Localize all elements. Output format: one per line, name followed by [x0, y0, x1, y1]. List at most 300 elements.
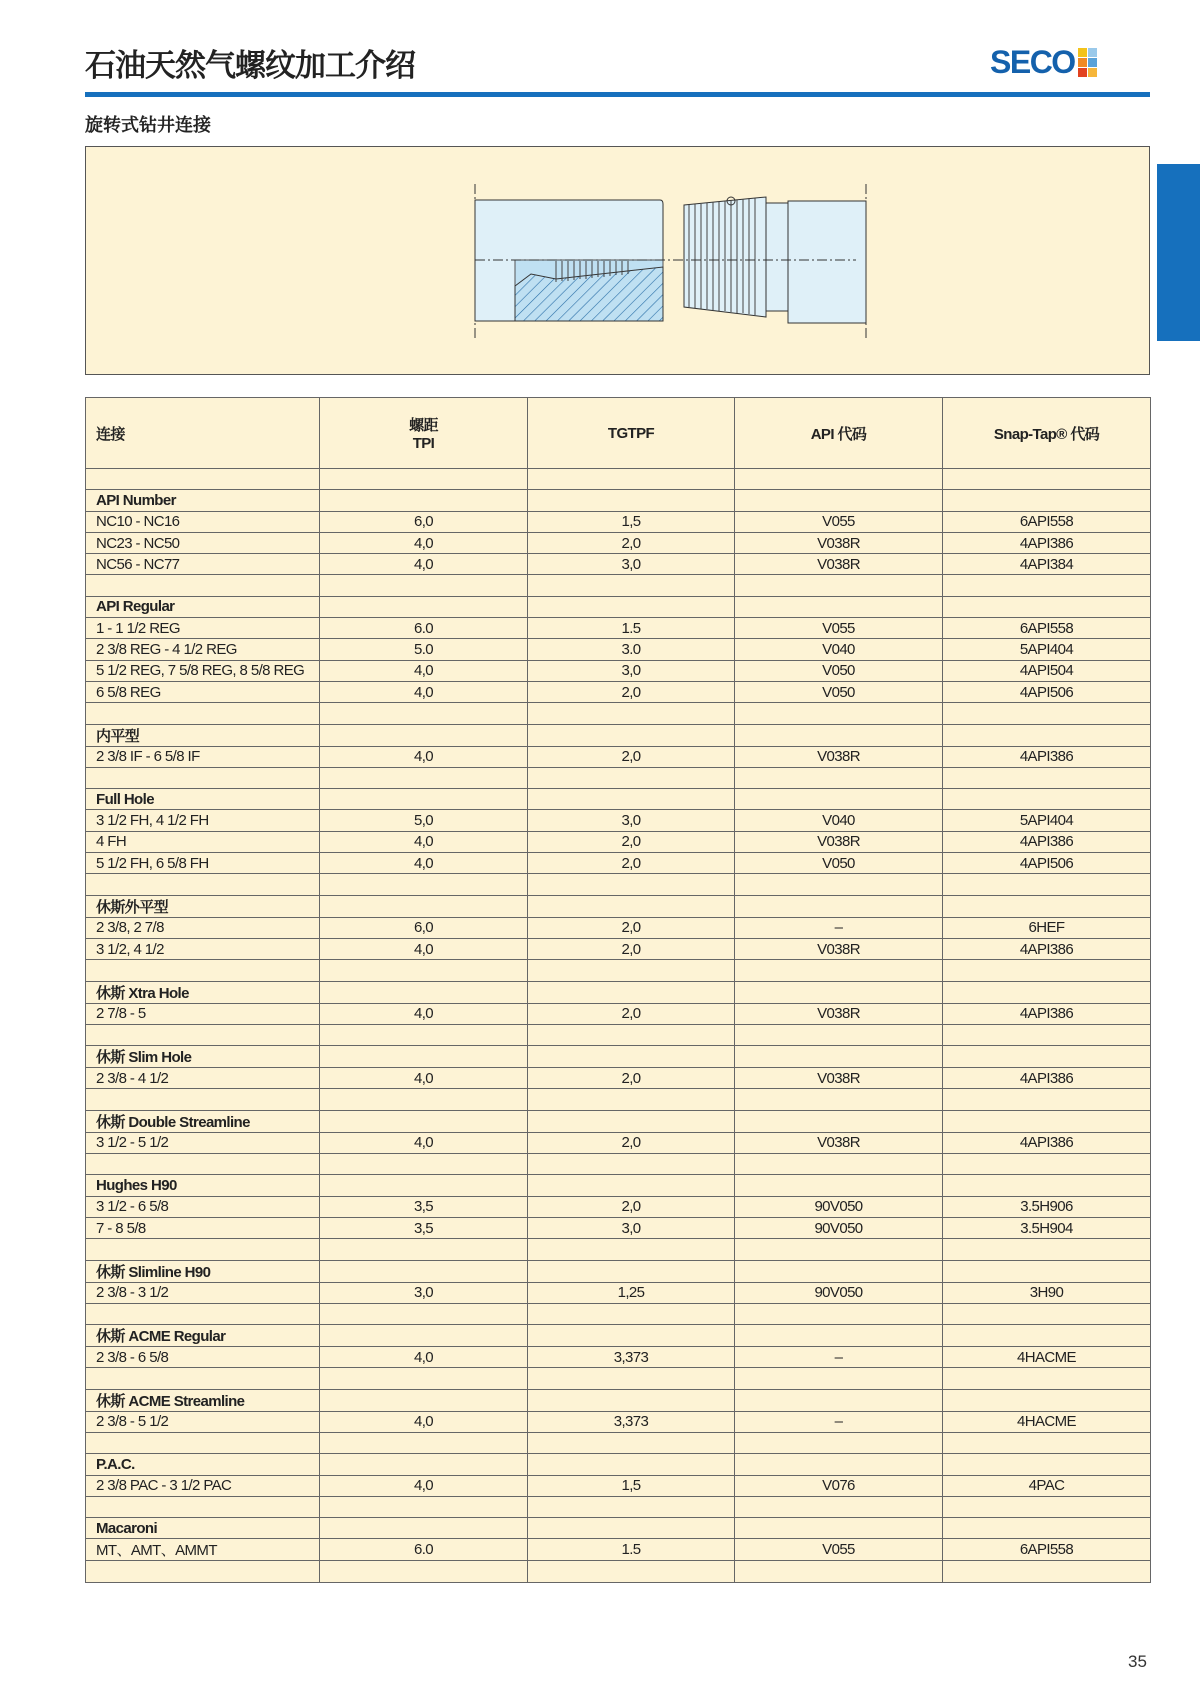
table-row	[86, 1475, 1151, 1496]
spacer-row	[86, 874, 1151, 895]
empty-cell	[943, 1154, 1151, 1175]
empty-cell	[320, 1260, 528, 1282]
cell-api-code: –	[735, 917, 943, 938]
empty-cell	[320, 1239, 528, 1260]
empty-cell	[528, 1239, 735, 1260]
cell-snap-tap-code: 4API386	[943, 746, 1151, 767]
empty-cell	[528, 1432, 735, 1453]
empty-cell	[735, 1496, 943, 1517]
cell-tpi: 4,0	[320, 1132, 528, 1153]
cell-api-code: V076	[735, 1475, 943, 1496]
cell-api-code: V055	[735, 511, 943, 532]
spacer-row	[86, 1154, 1151, 1175]
cell-snap-tap-code: 3.5H904	[943, 1217, 1151, 1238]
empty-cell	[528, 596, 735, 617]
empty-cell	[943, 703, 1151, 724]
empty-cell	[86, 469, 320, 490]
empty-cell	[320, 490, 528, 511]
empty-cell	[735, 1368, 943, 1389]
table-row	[86, 1347, 1151, 1368]
cell-api-code: V050	[735, 681, 943, 702]
cell-connection: 1 - 1 1/2 REG	[86, 618, 320, 639]
group-header-row	[86, 1046, 1151, 1068]
empty-cell	[943, 1561, 1151, 1582]
empty-cell	[86, 1432, 320, 1453]
cell-snap-tap-code: 4HACME	[943, 1347, 1151, 1368]
empty-cell	[943, 1303, 1151, 1324]
empty-cell	[943, 1325, 1151, 1347]
empty-cell	[528, 1368, 735, 1389]
cell-snap-tap-code: 6HEF	[943, 917, 1151, 938]
table-header-row	[86, 398, 1151, 469]
cell-api-code: V038R	[735, 1068, 943, 1089]
empty-cell	[528, 981, 735, 1003]
group-name: Hughes H90	[86, 1175, 320, 1196]
header-divider	[85, 92, 1150, 97]
empty-cell	[528, 789, 735, 810]
cell-connection: 3 1/2, 4 1/2	[86, 938, 320, 959]
empty-cell	[943, 960, 1151, 981]
cell-snap-tap-code: 6API558	[943, 511, 1151, 532]
empty-cell	[735, 895, 943, 917]
cell-snap-tap-code: 4API386	[943, 938, 1151, 959]
cell-connection: 4 FH	[86, 831, 320, 852]
header-api-code: API 代码	[735, 398, 943, 469]
empty-cell	[86, 1239, 320, 1260]
cell-snap-tap-code: 5API404	[943, 810, 1151, 831]
empty-cell	[528, 1389, 735, 1411]
group-header-row	[86, 1454, 1151, 1475]
group-name: 休斯 Slimline H90	[86, 1260, 320, 1282]
table-row	[86, 1068, 1151, 1089]
empty-cell	[528, 1303, 735, 1324]
cell-connection: NC10 - NC16	[86, 511, 320, 532]
table-row	[86, 1003, 1151, 1024]
cell-snap-tap-code: 4API506	[943, 681, 1151, 702]
empty-cell	[943, 1389, 1151, 1411]
empty-cell	[86, 1089, 320, 1110]
empty-cell	[528, 703, 735, 724]
group-header-row	[86, 724, 1151, 746]
empty-cell	[86, 1496, 320, 1517]
table-row	[86, 831, 1151, 852]
cell-tgtpf: 2,0	[528, 1132, 735, 1153]
cell-snap-tap-code: 6API558	[943, 618, 1151, 639]
group-header-row	[86, 1175, 1151, 1196]
empty-cell	[735, 1454, 943, 1475]
empty-cell	[943, 1432, 1151, 1453]
cell-tpi: 4,0	[320, 1068, 528, 1089]
empty-cell	[735, 703, 943, 724]
cell-snap-tap-code: 4API506	[943, 853, 1151, 874]
empty-cell	[735, 575, 943, 596]
empty-cell	[943, 1110, 1151, 1132]
empty-cell	[528, 1046, 735, 1068]
spacer-row	[86, 703, 1151, 724]
cell-tpi: 4,0	[320, 853, 528, 874]
group-name: 休斯 Double Streamline	[86, 1110, 320, 1132]
empty-cell	[320, 1325, 528, 1347]
empty-cell	[528, 1454, 735, 1475]
group-name: Full Hole	[86, 789, 320, 810]
cell-connection: 3 1/2 - 6 5/8	[86, 1196, 320, 1217]
table-row	[86, 938, 1151, 959]
empty-cell	[320, 1496, 528, 1517]
cell-tpi: 4,0	[320, 532, 528, 553]
cell-tgtpf: 2,0	[528, 532, 735, 553]
empty-cell	[528, 960, 735, 981]
cell-snap-tap-code: 4API504	[943, 660, 1151, 681]
header-tpi-label: TPI	[412, 435, 435, 452]
cell-connection: 3 1/2 FH, 4 1/2 FH	[86, 810, 320, 831]
empty-cell	[735, 1518, 943, 1539]
empty-cell	[528, 1260, 735, 1282]
cell-connection: 2 3/8, 2 7/8	[86, 917, 320, 938]
empty-cell	[735, 1260, 943, 1282]
empty-cell	[735, 1303, 943, 1324]
page-number: 35	[1128, 1652, 1147, 1671]
spacer-row	[86, 1303, 1151, 1324]
cell-tpi: 5.0	[320, 639, 528, 660]
cell-api-code: V050	[735, 853, 943, 874]
header-snap-tap-code: Snap-Tap® 代码	[943, 398, 1151, 469]
group-name: 休斯 Slim Hole	[86, 1046, 320, 1068]
cell-api-code: V038R	[735, 831, 943, 852]
empty-cell	[320, 1518, 528, 1539]
cell-connection: 2 3/8 - 5 1/2	[86, 1411, 320, 1432]
logo-mark-icon	[1078, 48, 1097, 77]
empty-cell	[320, 703, 528, 724]
empty-cell	[528, 1089, 735, 1110]
header-tpi	[320, 398, 528, 469]
empty-cell	[320, 1561, 528, 1582]
empty-cell	[320, 960, 528, 981]
empty-cell	[528, 1110, 735, 1132]
table-row	[86, 532, 1151, 553]
group-name: 内平型	[86, 724, 320, 746]
cell-snap-tap-code: 4API384	[943, 554, 1151, 575]
empty-cell	[735, 1561, 943, 1582]
spacer-row	[86, 575, 1151, 596]
group-header-row	[86, 1260, 1151, 1282]
table-row	[86, 853, 1151, 874]
cell-api-code: –	[735, 1347, 943, 1368]
table-row	[86, 681, 1151, 702]
empty-cell	[528, 469, 735, 490]
cell-api-code: V038R	[735, 532, 943, 553]
empty-cell	[320, 1024, 528, 1045]
table-row	[86, 660, 1151, 681]
empty-cell	[528, 1154, 735, 1175]
cell-tgtpf: 1.5	[528, 618, 735, 639]
cell-tpi: 4,0	[320, 831, 528, 852]
empty-cell	[735, 767, 943, 788]
empty-cell	[320, 1175, 528, 1196]
cell-connection: NC23 - NC50	[86, 532, 320, 553]
cell-tgtpf: 2,0	[528, 1003, 735, 1024]
cell-snap-tap-code: 5API404	[943, 639, 1151, 660]
empty-cell	[735, 469, 943, 490]
empty-cell	[735, 1175, 943, 1196]
empty-cell	[528, 874, 735, 895]
cell-snap-tap-code: 4PAC	[943, 1475, 1151, 1496]
cell-tgtpf: 1,25	[528, 1282, 735, 1303]
empty-cell	[86, 1154, 320, 1175]
spacer-row	[86, 1368, 1151, 1389]
group-header-row	[86, 490, 1151, 511]
cell-snap-tap-code: 6API558	[943, 1539, 1151, 1561]
empty-cell	[86, 575, 320, 596]
empty-cell	[735, 490, 943, 511]
table-row	[86, 1282, 1151, 1303]
empty-cell	[86, 1368, 320, 1389]
empty-cell	[735, 874, 943, 895]
cell-api-code: V038R	[735, 1132, 943, 1153]
table-row	[86, 810, 1151, 831]
group-header-row	[86, 789, 1151, 810]
cell-tpi: 3,0	[320, 1282, 528, 1303]
empty-cell	[528, 1561, 735, 1582]
table-row	[86, 1132, 1151, 1153]
empty-cell	[320, 1046, 528, 1068]
cell-api-code: V038R	[735, 746, 943, 767]
group-name: P.A.C.	[86, 1454, 320, 1475]
cell-tgtpf: 3,0	[528, 1217, 735, 1238]
cell-tpi: 4,0	[320, 681, 528, 702]
connections-table	[85, 397, 1151, 1583]
cell-connection: 3 1/2 - 5 1/2	[86, 1132, 320, 1153]
group-header-row	[86, 1518, 1151, 1539]
empty-cell	[528, 724, 735, 746]
empty-cell	[528, 575, 735, 596]
group-header-row	[86, 1110, 1151, 1132]
empty-cell	[86, 767, 320, 788]
header-tgtpf: TGTPF	[528, 398, 735, 469]
cell-api-code: V038R	[735, 554, 943, 575]
spacer-row	[86, 1496, 1151, 1517]
cell-snap-tap-code: 4API386	[943, 1132, 1151, 1153]
empty-cell	[943, 1496, 1151, 1517]
cell-tpi: 6.0	[320, 1539, 528, 1561]
group-name: API Regular	[86, 596, 320, 617]
empty-cell	[735, 1239, 943, 1260]
cell-api-code: V050	[735, 660, 943, 681]
cell-tpi: 4,0	[320, 660, 528, 681]
cell-tgtpf: 2,0	[528, 831, 735, 852]
header-pitch-label: 螺距	[409, 417, 438, 434]
empty-cell	[735, 1325, 943, 1347]
spacer-row	[86, 1089, 1151, 1110]
cell-api-code: V038R	[735, 938, 943, 959]
cell-connection: MT、AMT、AMMT	[86, 1539, 320, 1561]
empty-cell	[86, 1561, 320, 1582]
header-connection: 连接	[86, 398, 320, 469]
group-header-row	[86, 895, 1151, 917]
group-name: API Number	[86, 490, 320, 511]
cell-connection: 2 3/8 PAC - 3 1/2 PAC	[86, 1475, 320, 1496]
group-header-row	[86, 1325, 1151, 1347]
empty-cell	[735, 724, 943, 746]
empty-cell	[528, 1496, 735, 1517]
empty-cell	[943, 1024, 1151, 1045]
cell-api-code: 90V050	[735, 1196, 943, 1217]
cell-tgtpf: 3,0	[528, 554, 735, 575]
cell-snap-tap-code: 4API386	[943, 831, 1151, 852]
cell-snap-tap-code: 4API386	[943, 532, 1151, 553]
cell-snap-tap-code: 3H90	[943, 1282, 1151, 1303]
empty-cell	[735, 960, 943, 981]
empty-cell	[943, 789, 1151, 810]
cell-tpi: 5,0	[320, 810, 528, 831]
empty-cell	[528, 490, 735, 511]
table-row	[86, 618, 1151, 639]
empty-cell	[320, 895, 528, 917]
table-row	[86, 917, 1151, 938]
cell-tgtpf: 1,5	[528, 511, 735, 532]
cell-tgtpf: 2,0	[528, 938, 735, 959]
group-name: Macaroni	[86, 1518, 320, 1539]
cell-tgtpf: 3,373	[528, 1347, 735, 1368]
table-row	[86, 1196, 1151, 1217]
cell-tpi: 4,0	[320, 938, 528, 959]
empty-cell	[528, 1175, 735, 1196]
cell-snap-tap-code: 4HACME	[943, 1411, 1151, 1432]
table-row	[86, 554, 1151, 575]
empty-cell	[943, 1239, 1151, 1260]
spacer-row	[86, 960, 1151, 981]
cell-connection: 5 1/2 REG, 7 5/8 REG, 8 5/8 REG	[86, 660, 320, 681]
empty-cell	[735, 1046, 943, 1068]
cell-api-code: V040	[735, 810, 943, 831]
empty-cell	[943, 575, 1151, 596]
cell-tgtpf: 1,5	[528, 1475, 735, 1496]
cell-tgtpf: 3,0	[528, 660, 735, 681]
cell-api-code: –	[735, 1411, 943, 1432]
cell-api-code: 90V050	[735, 1217, 943, 1238]
cell-tgtpf: 2,0	[528, 746, 735, 767]
empty-cell	[320, 767, 528, 788]
group-name: 休斯 Xtra Hole	[86, 981, 320, 1003]
empty-cell	[86, 874, 320, 895]
cell-tpi: 4,0	[320, 1475, 528, 1496]
empty-cell	[943, 469, 1151, 490]
table-row	[86, 511, 1151, 532]
spacer-row	[86, 1024, 1151, 1045]
empty-cell	[320, 1303, 528, 1324]
cell-tgtpf: 2,0	[528, 1196, 735, 1217]
empty-cell	[320, 1454, 528, 1475]
empty-cell	[320, 724, 528, 746]
empty-cell	[943, 895, 1151, 917]
group-name: 休斯外平型	[86, 895, 320, 917]
empty-cell	[320, 789, 528, 810]
cell-tgtpf: 2,0	[528, 853, 735, 874]
empty-cell	[735, 1432, 943, 1453]
spacer-row	[86, 767, 1151, 788]
empty-cell	[943, 724, 1151, 746]
empty-cell	[943, 596, 1151, 617]
spacer-row	[86, 1239, 1151, 1260]
cell-connection: 7 - 8 5/8	[86, 1217, 320, 1238]
empty-cell	[528, 1024, 735, 1045]
table-row	[86, 1217, 1151, 1238]
empty-cell	[320, 1432, 528, 1453]
group-name: 休斯 ACME Regular	[86, 1325, 320, 1347]
empty-cell	[943, 767, 1151, 788]
empty-cell	[528, 767, 735, 788]
cell-tgtpf: 1.5	[528, 1539, 735, 1561]
group-header-row	[86, 1389, 1151, 1411]
table-row	[86, 746, 1151, 767]
cell-connection: 2 3/8 REG - 4 1/2 REG	[86, 639, 320, 660]
empty-cell	[86, 703, 320, 724]
empty-cell	[735, 1089, 943, 1110]
empty-cell	[735, 1110, 943, 1132]
cell-api-code: V055	[735, 1539, 943, 1561]
empty-cell	[320, 981, 528, 1003]
cell-connection: 2 3/8 IF - 6 5/8 IF	[86, 746, 320, 767]
empty-cell	[943, 1260, 1151, 1282]
cell-tpi: 6,0	[320, 511, 528, 532]
empty-cell	[320, 575, 528, 596]
cell-api-code: 90V050	[735, 1282, 943, 1303]
group-header-row	[86, 596, 1151, 617]
empty-cell	[735, 1024, 943, 1045]
cell-connection: 6 5/8 REG	[86, 681, 320, 702]
empty-cell	[735, 981, 943, 1003]
cell-tgtpf: 2,0	[528, 681, 735, 702]
empty-cell	[528, 1325, 735, 1347]
cell-tpi: 6,0	[320, 917, 528, 938]
cell-api-code: V038R	[735, 1003, 943, 1024]
empty-cell	[320, 469, 528, 490]
empty-cell	[86, 960, 320, 981]
empty-cell	[943, 1454, 1151, 1475]
empty-cell	[320, 1154, 528, 1175]
cell-snap-tap-code: 4API386	[943, 1068, 1151, 1089]
spacer-row	[86, 1432, 1151, 1453]
cell-tpi: 3,5	[320, 1196, 528, 1217]
cell-connection: 2 3/8 - 3 1/2	[86, 1282, 320, 1303]
cell-tgtpf: 2,0	[528, 917, 735, 938]
empty-cell	[943, 1518, 1151, 1539]
group-header-row	[86, 981, 1151, 1003]
table-row	[86, 1539, 1151, 1561]
empty-cell	[320, 1389, 528, 1411]
empty-cell	[735, 1389, 943, 1411]
cell-tgtpf: 2,0	[528, 1068, 735, 1089]
section-subtitle: 旋转式钻井连接	[85, 115, 211, 136]
empty-cell	[943, 981, 1151, 1003]
empty-cell	[943, 1046, 1151, 1068]
cell-connection: 2 7/8 - 5	[86, 1003, 320, 1024]
page-title: 石油天然气螺纹加工介绍	[85, 48, 415, 84]
empty-cell	[320, 1368, 528, 1389]
empty-cell	[943, 1089, 1151, 1110]
spacer-row	[86, 469, 1151, 490]
empty-cell	[735, 1154, 943, 1175]
cell-tpi: 3,5	[320, 1217, 528, 1238]
table-row	[86, 639, 1151, 660]
empty-cell	[943, 490, 1151, 511]
cell-connection: 2 3/8 - 6 5/8	[86, 1347, 320, 1368]
cell-snap-tap-code: 4API386	[943, 1003, 1151, 1024]
cell-api-code: V055	[735, 618, 943, 639]
empty-cell	[86, 1303, 320, 1324]
cell-snap-tap-code: 3.5H906	[943, 1196, 1151, 1217]
empty-cell	[528, 1518, 735, 1539]
connection-diagram	[85, 146, 1150, 375]
